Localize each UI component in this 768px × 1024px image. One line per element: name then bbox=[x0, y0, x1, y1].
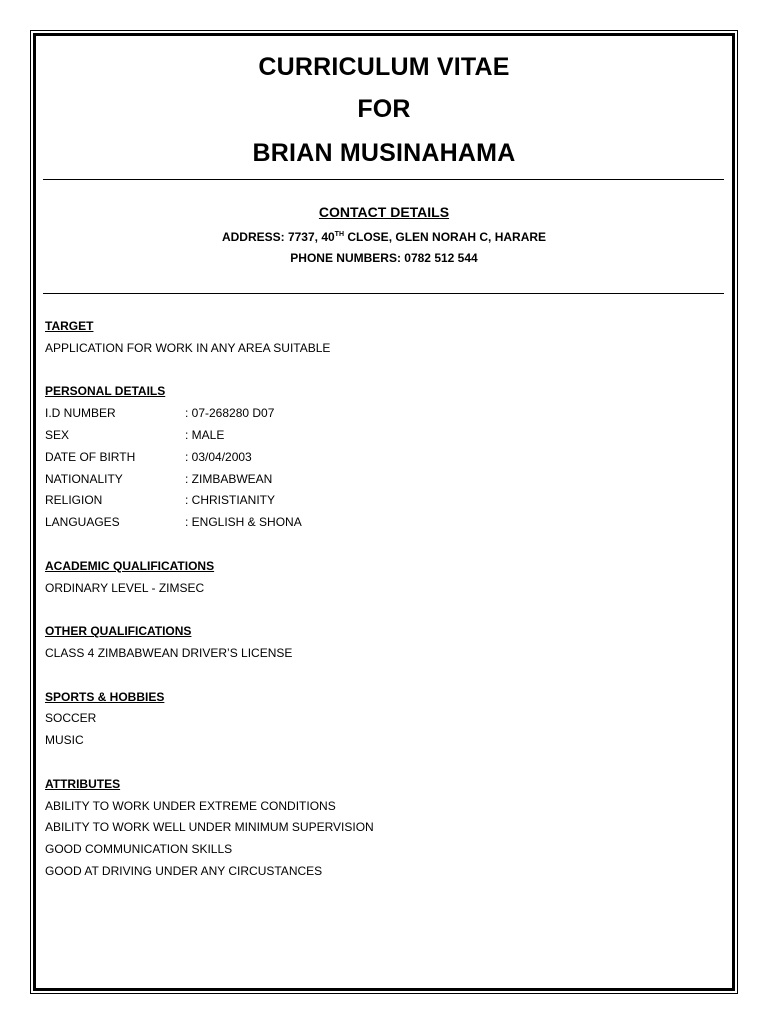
section-academic bbox=[45, 556, 715, 600]
address-suffix: CLOSE, GLEN NORAH C, HARARE bbox=[344, 230, 547, 244]
personal-value: : ENGLISH & SHONA bbox=[185, 515, 302, 530]
title-line-1: CURRICULUM VITAE bbox=[258, 53, 510, 81]
contact-address bbox=[0, 229, 768, 245]
list-item: CLASS 4 ZIMBABWEAN DRIVER’S LICENSE bbox=[45, 645, 293, 660]
other-heading: OTHER QUALIFICATIONS bbox=[45, 624, 192, 639]
header-divider bbox=[43, 179, 724, 180]
personal-row-sex bbox=[45, 425, 715, 447]
section-target bbox=[45, 316, 715, 360]
academic-heading: ACADEMIC QUALIFICATIONS bbox=[45, 558, 215, 573]
personal-row-religion bbox=[45, 490, 715, 512]
list-item: GOOD AT DRIVING UNDER ANY CIRCUSTANCES bbox=[45, 863, 323, 878]
target-text: APPLICATION FOR WORK IN ANY AREA SUITABLE bbox=[45, 340, 331, 355]
personal-heading: PERSONAL DETAILS bbox=[45, 384, 166, 399]
contact-phone: PHONE NUMBERS: 0782 512 544 bbox=[290, 251, 478, 265]
contact-heading: CONTACT DETAILS bbox=[318, 204, 450, 220]
list-item: SOCCER bbox=[45, 711, 97, 726]
cv-body bbox=[45, 316, 715, 905]
title-line-2: FOR bbox=[357, 95, 411, 123]
personal-row-languages bbox=[45, 512, 715, 534]
personal-key: RELIGION bbox=[45, 493, 103, 508]
personal-key: LANGUAGES bbox=[45, 515, 120, 530]
target-heading: TARGET bbox=[45, 319, 94, 333]
address-superscript: TH bbox=[334, 231, 345, 238]
list-item: ORDINARY LEVEL - ZIMSEC bbox=[45, 580, 205, 595]
personal-value: : 03/04/2003 bbox=[185, 449, 252, 464]
personal-key: SEX bbox=[45, 427, 70, 442]
section-other-qualifications bbox=[45, 621, 715, 665]
personal-key: DATE OF BIRTH bbox=[45, 449, 136, 464]
section-personal-details bbox=[45, 381, 715, 534]
personal-key: NATIONALITY bbox=[45, 471, 123, 486]
personal-value: : 07-268280 D07 bbox=[185, 406, 275, 421]
sports-heading: SPORTS & HOBBIES bbox=[45, 689, 165, 704]
title-line-3: BRIAN MUSINAHAMA bbox=[252, 139, 516, 167]
list-item: MUSIC bbox=[45, 733, 84, 748]
list-item: GOOD COMMUNICATION SKILLS bbox=[45, 842, 233, 857]
list-item: ABILITY TO WORK WELL UNDER MINIMUM SUPERVISION bbox=[45, 820, 374, 835]
personal-row-id bbox=[45, 403, 715, 425]
personal-value: : ZIMBABWEAN bbox=[185, 471, 273, 486]
list-item: ABILITY TO WORK UNDER EXTREME CONDITIONS bbox=[45, 798, 336, 813]
section-attributes bbox=[45, 774, 715, 883]
address-prefix: ADDRESS: 7737, 40 bbox=[221, 230, 335, 244]
section-sports-hobbies bbox=[45, 687, 715, 752]
personal-value: : CHRISTIANITY bbox=[185, 493, 276, 508]
personal-key: I.D NUMBER bbox=[45, 406, 116, 421]
contact-divider bbox=[43, 293, 724, 294]
personal-value: : MALE bbox=[185, 427, 225, 442]
attributes-heading: ATTRIBUTES bbox=[45, 776, 121, 791]
personal-row-dob bbox=[45, 447, 715, 469]
personal-row-nationality bbox=[45, 469, 715, 491]
